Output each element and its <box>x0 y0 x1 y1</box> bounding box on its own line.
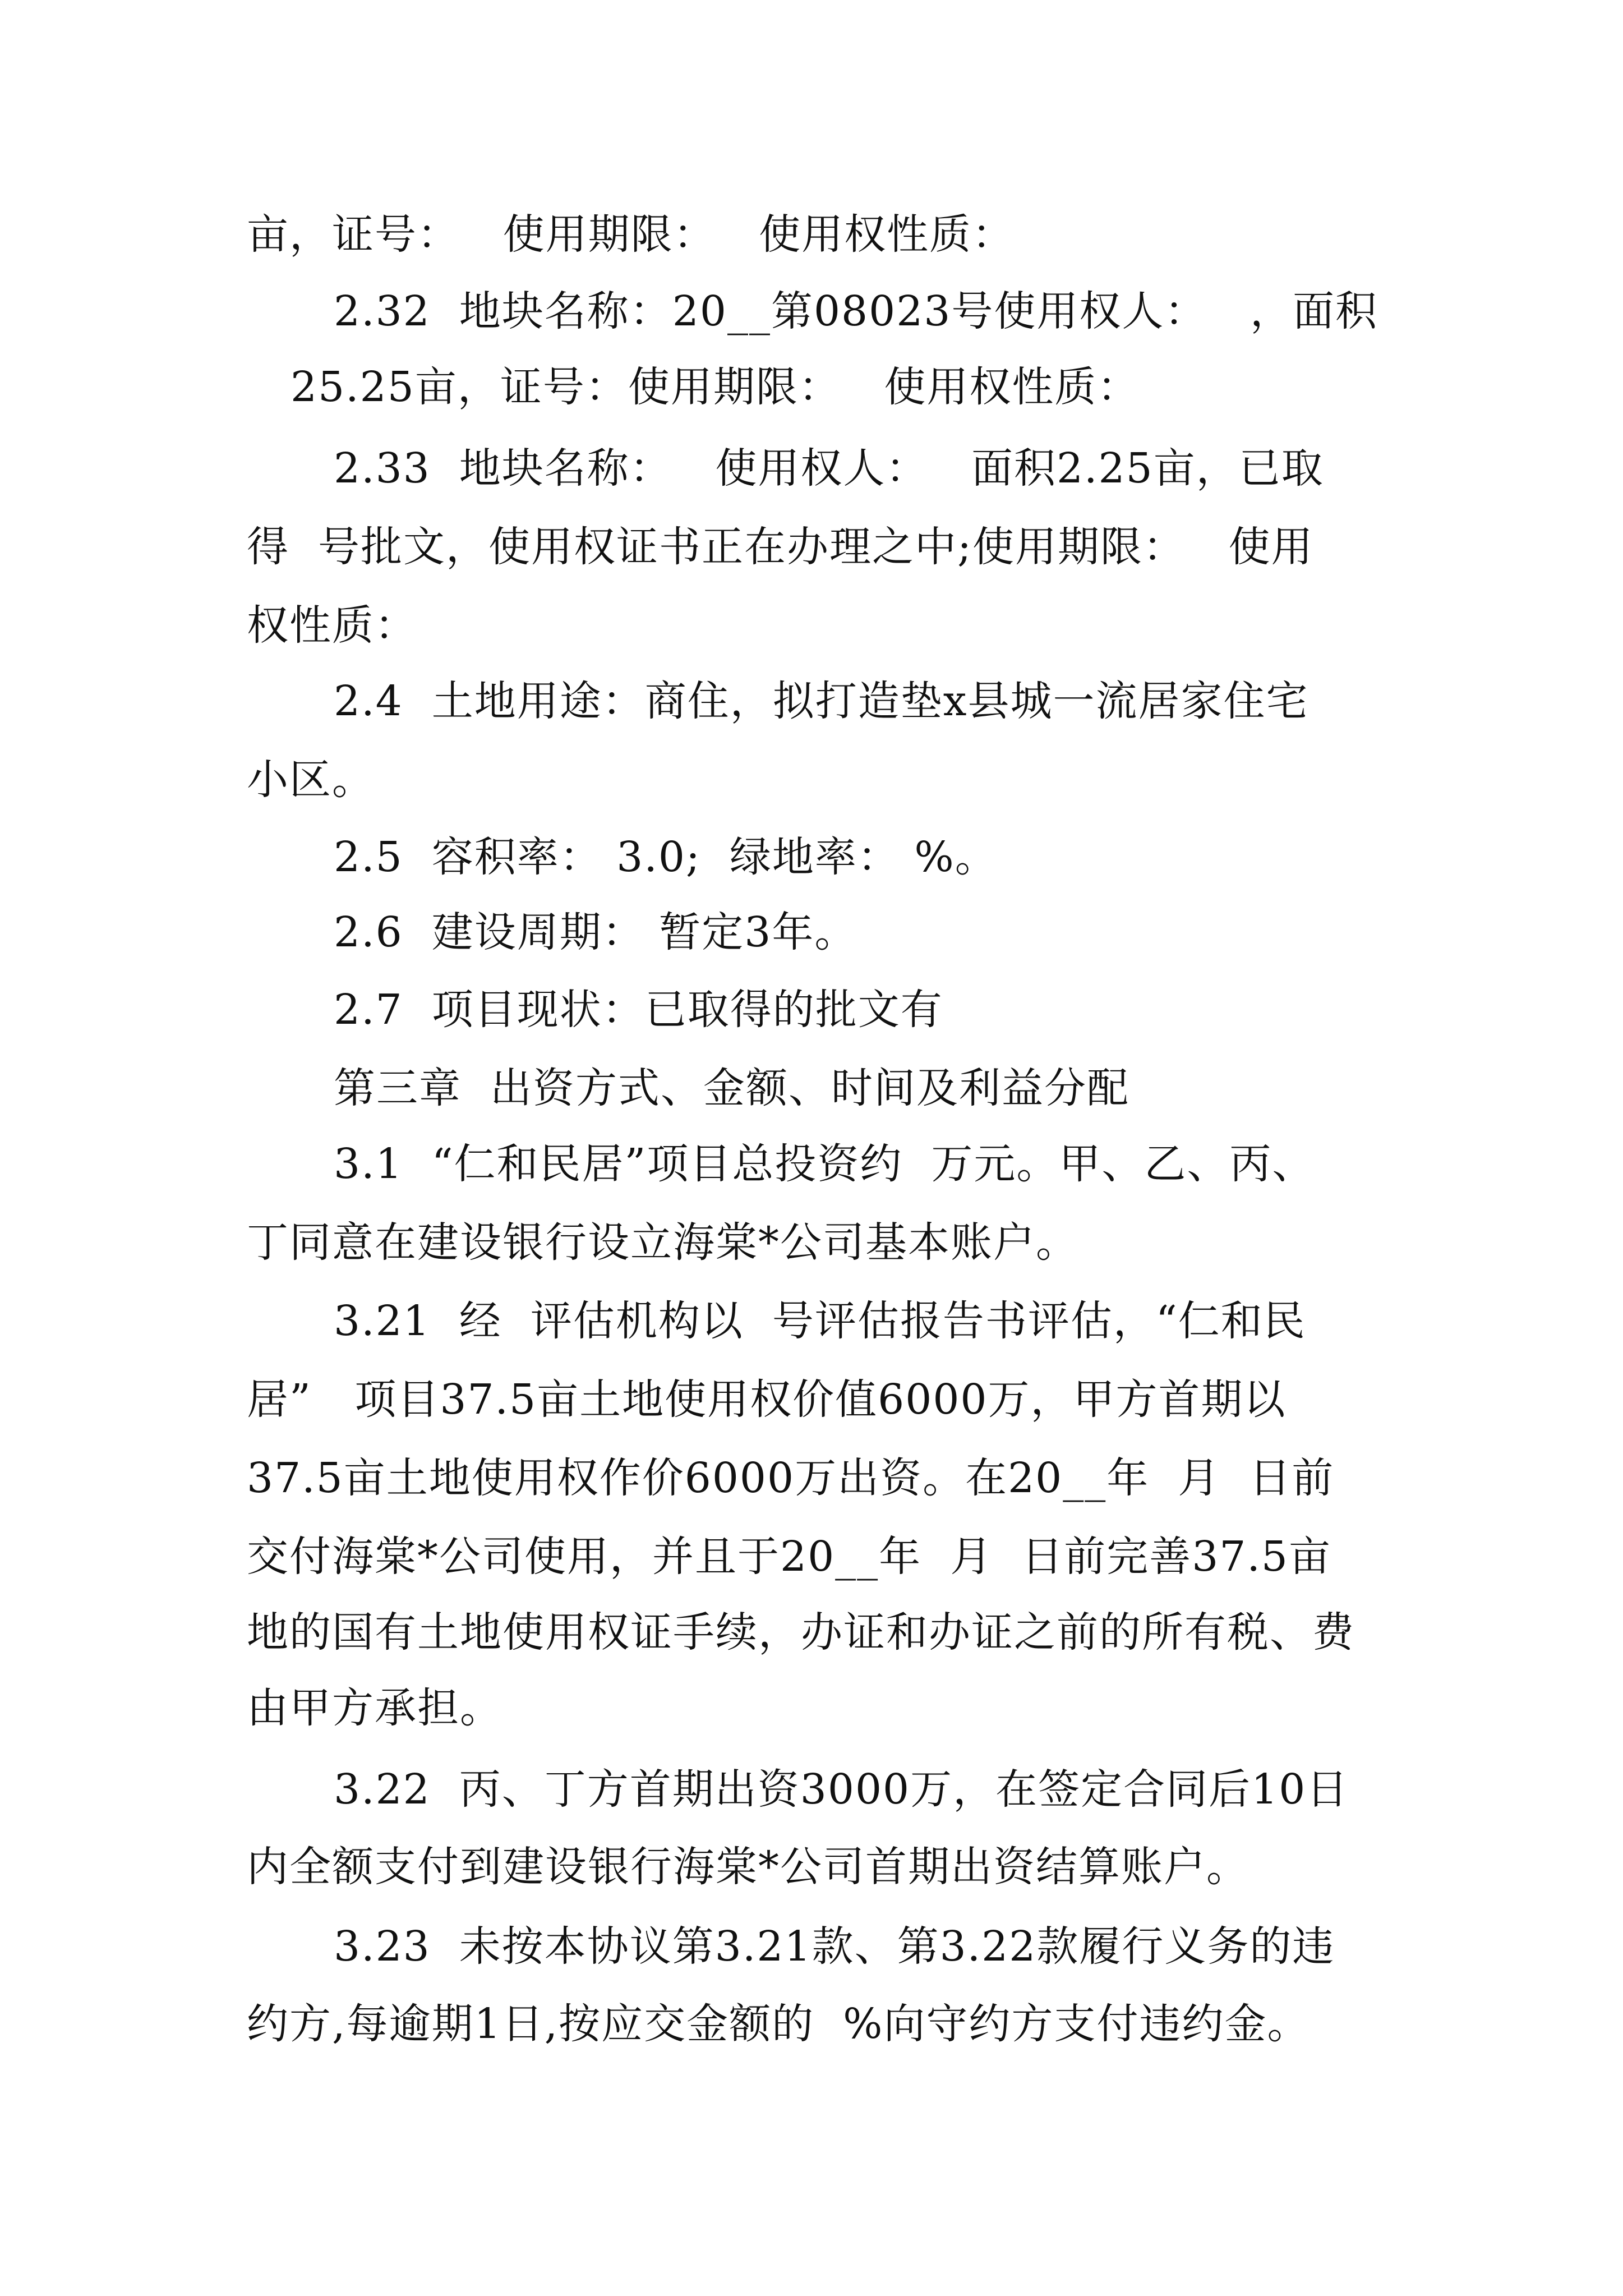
text-line: 3.23 未按本协议第3.21款、第3.22款履行义务的违 <box>334 1922 1335 1971</box>
text-line: 权性质： <box>247 601 417 650</box>
text-line: 2.5 容积率： 3.0; 绿地率： %。 <box>334 833 998 881</box>
text-line: 37.5亩土地使用权作价6000万出资。在20__年 月 日前 <box>247 1454 1335 1502</box>
text-line: 25.25亩，证号：使用期限： 使用权性质： <box>291 363 1140 411</box>
text-line: 2.4 土地用途：商住，拟打造垫x县城一流居家住宅 <box>334 677 1309 725</box>
text-line: 由甲方承担。 <box>247 1684 502 1732</box>
text-line: 2.6 建设周期： 暂定3年。 <box>334 908 857 956</box>
text-line: 得 号批文，使用权证书正在办理之中;使用期限： 使用 <box>247 523 1314 571</box>
text-line: 交付海棠*公司使用，并且于20__年 月 日前完善37.5亩 <box>247 1533 1332 1581</box>
text-line: 3.1 “仁和民居”项目总投资约 万元。甲、乙、丙、 <box>334 1140 1315 1188</box>
text-line: 内全额支付到建设银行海棠*公司首期出资结算账户。 <box>247 1843 1249 1891</box>
chapter-heading: 第三章 出资方式、金额、时间及利益分配 <box>334 1064 1130 1112</box>
text-line: 亩，证号： 使用期限： 使用权性质： <box>247 210 1015 259</box>
text-line: 约方,每逾期1日,按应交金额的 %向守约方支付违约金。 <box>247 2000 1310 2048</box>
text-line: 2.7 项目现状：已取得的批文有 <box>334 986 943 1034</box>
text-line: 丁同意在建设银行设立海棠*公司基本账户。 <box>247 1218 1078 1267</box>
text-line: 居” 项目37.5亩土地使用权价值6000万，甲方首期以 <box>247 1375 1287 1424</box>
text-line: 2.32 地块名称：20__第08023号使用权人： ，面积 <box>334 287 1378 335</box>
text-line: 地的国有土地使用权证手续，办证和办证之前的所有税、费 <box>247 1608 1355 1657</box>
text-line: 2.33 地块名称： 使用权人： 面积2.25亩，已取 <box>334 444 1324 493</box>
text-line: 3.22 丙、丁方首期出资3000万，在签定合同后10日 <box>334 1765 1349 1814</box>
text-line: 小区。 <box>247 756 375 804</box>
text-line: 3.21 经 评估机构以 号评估报告书评估，“仁和民 <box>334 1297 1306 1345</box>
